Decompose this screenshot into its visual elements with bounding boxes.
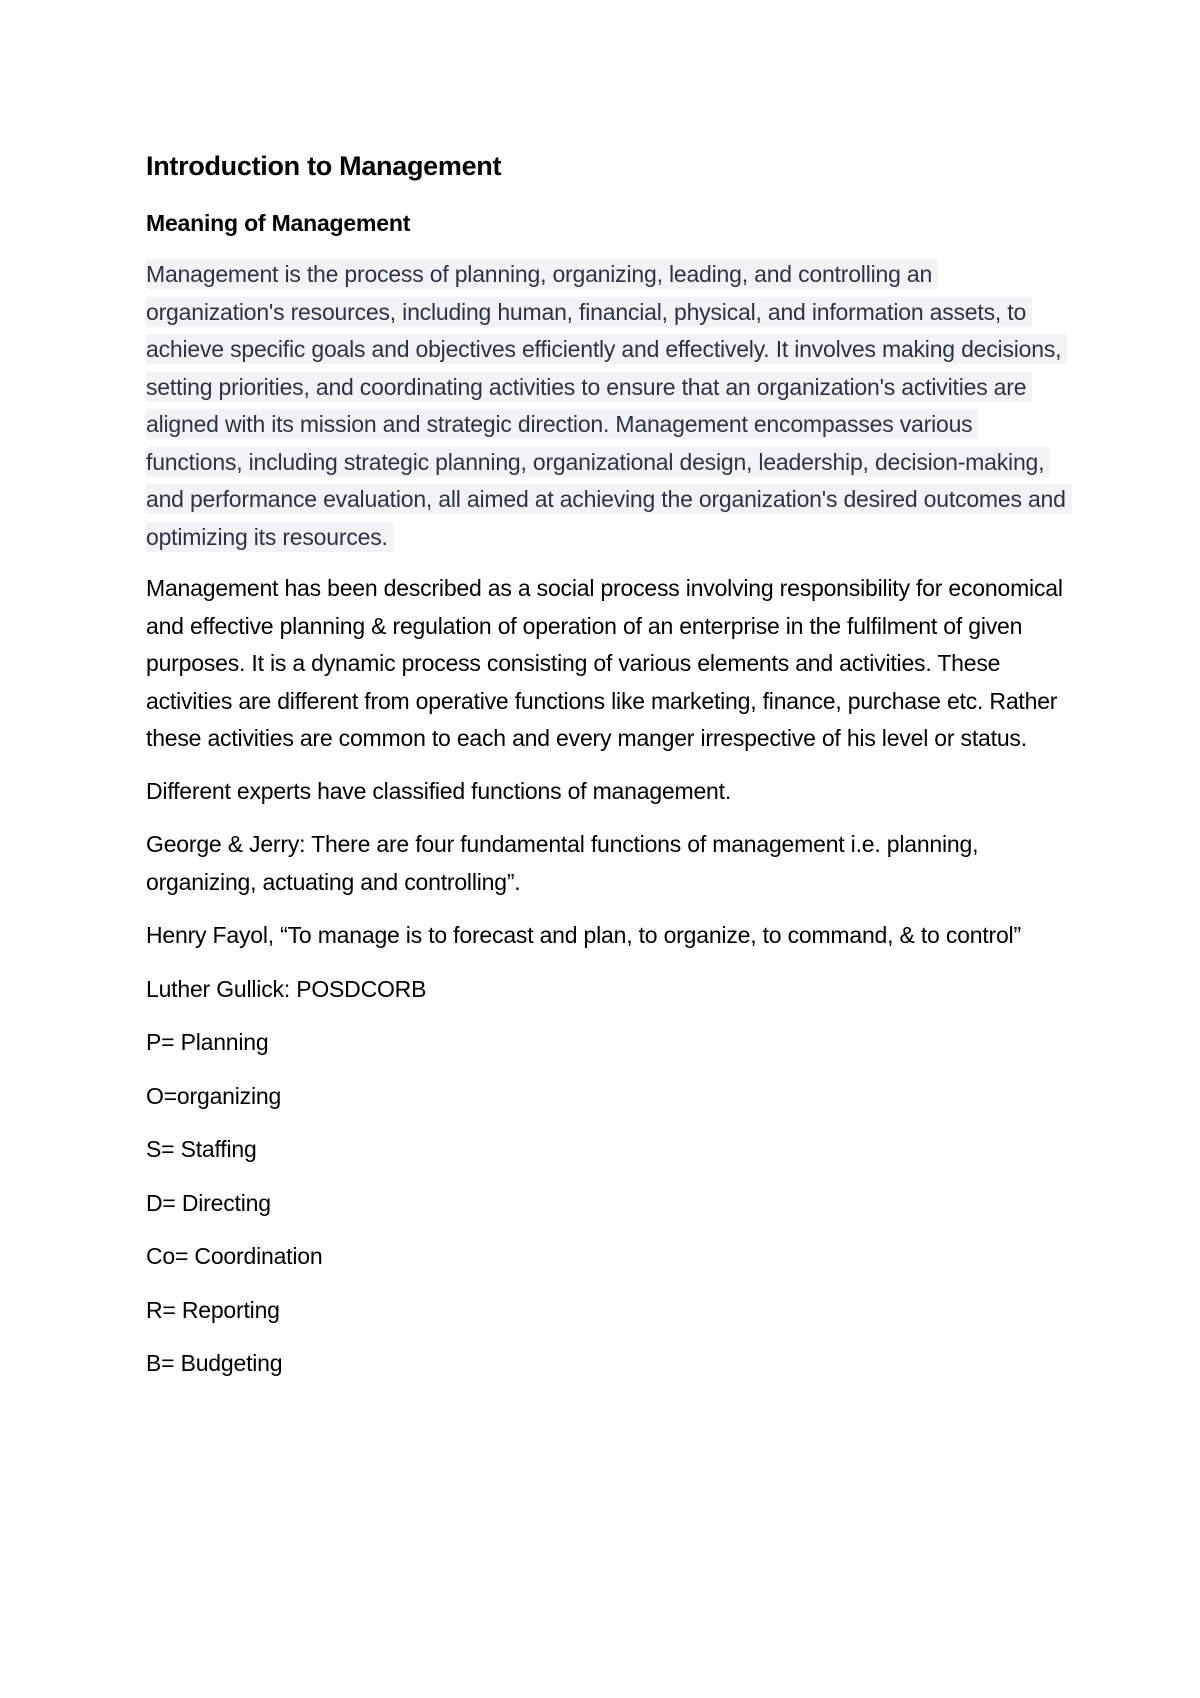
highlighted-text: Management is the process of planning, organizing, leading, and controlling an organization's resources, including human, financial, physical, and information assets, to achieve specific goals and objectives efficiently and effectively. It involves making decisions, setting priorities, and coordinating activities to ensure that an organization's activities are aligned with its mission and strategic direction. Management encompasses various functions, including strategic planning, organizational design, leadership, decision-making, and performance evaluation, all aimed at achieving the organization's desired outcomes and optimizing its resources. (146, 259, 1072, 552)
document-content (146, 146, 1066, 1399)
paragraph-experts: Different experts have classified functions of management. (146, 777, 732, 804)
posdcorb-item: R= Reporting (146, 1296, 280, 1323)
highlighted-paragraph (146, 256, 1066, 556)
paragraph-george-jerry: George & Jerry: There are four fundamental functions of management i.e. planning, organizing, actuating and controlling”. (146, 831, 979, 895)
posdcorb-item: O=organizing (146, 1082, 282, 1109)
paragraph-luther-gullick: Luther Gullick: POSDCORB (146, 975, 427, 1002)
section-heading: Meaning of Management (146, 210, 411, 236)
posdcorb-item: P= Planning (146, 1029, 269, 1055)
posdcorb-item: Co= Coordination (146, 1243, 323, 1269)
document-title: Introduction to Management (146, 151, 502, 181)
posdcorb-item: S= Staffing (146, 1136, 257, 1162)
posdcorb-item: B= Budgeting (146, 1350, 283, 1376)
posdcorb-item: D= Directing (146, 1189, 271, 1216)
paragraph-social-process: Management has been described as a social process involving responsibility for economical and effective planning & regulation of operation of an enterprise in the fulfilment of given purposes. It is a dynamic process consisting of various elements and activities. These activities are different from operative functions like marketing, finance, purchase etc. Rather these activities are common to each and every manger irrespective of his level or status. (146, 575, 1063, 751)
paragraph-henry-fayol: Henry Fayol, “To manage is to forecast and plan, to organize, to command, & to control” (146, 922, 1021, 948)
